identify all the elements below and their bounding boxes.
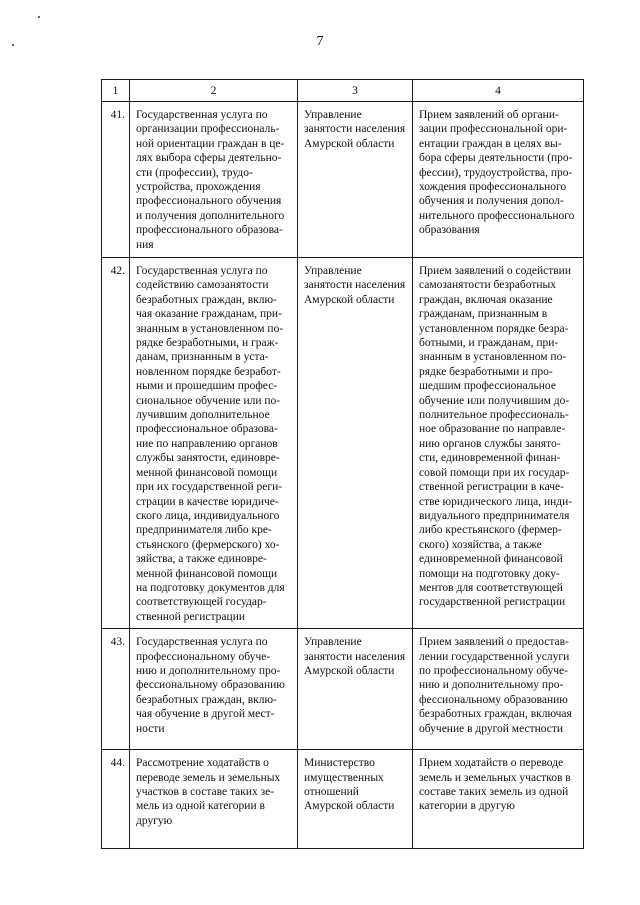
cell-text-line: нительного профессионального — [419, 209, 575, 222]
cell-text-line: Прием ходатайств о переводе — [419, 757, 564, 770]
column-header: 1 — [102, 80, 130, 102]
page-number: 7 — [316, 34, 324, 49]
cell-text-line: ной ориентации граждан в це- — [136, 137, 285, 150]
cell-text-line: устройства, прохождения — [136, 181, 261, 194]
cell-text-line: лении государственной услуги — [419, 650, 570, 663]
cell-text-line: обучения и получения допол- — [419, 195, 564, 208]
cell-text-line: Министерство — [304, 757, 375, 770]
cell-text-line: при их государственной реги- — [136, 481, 283, 494]
cell-text-line: Прием заявлений об органи- — [419, 109, 559, 121]
function-cell — [413, 258, 584, 629]
cell-text-line: нию и дополнительному про- — [419, 679, 564, 692]
cell-text-line: Государственная услуга по — [136, 636, 268, 649]
cell-text-line: на подготовку документов для — [136, 581, 285, 594]
cell-text-line: полнительное профессиональ- — [419, 409, 569, 422]
cell-text-line: шедшим профессиональное — [419, 380, 556, 393]
function-cell — [413, 629, 584, 750]
cell-text-line: фессии), трудоустройства, про- — [419, 166, 573, 179]
cell-text-line: Амурской области — [304, 800, 395, 813]
cell-text-line: имущественных — [304, 771, 384, 784]
cell-text-line: ное образование по направле- — [419, 423, 566, 436]
cell-text-line: Амурской области — [304, 664, 395, 677]
table-header-row — [102, 80, 584, 102]
cell-text-line: занятости населения — [304, 279, 406, 292]
cell-text-line: составе таких земель из одной — [419, 785, 569, 798]
cell-text-line: помощи на подготовку доку- — [419, 567, 560, 580]
row-number: 41. — [102, 102, 130, 258]
cell-text-line: Амурской области — [304, 137, 395, 150]
row-number: 44. — [102, 750, 130, 849]
cell-text-line: и получения дополнительного — [136, 209, 285, 222]
cell-text-line: ботными, и гражданам, при- — [419, 337, 559, 350]
cell-text-line: ентации граждан в целях вы- — [419, 137, 562, 150]
cell-text-line: ментов для соответствующей — [419, 581, 563, 594]
scan-speck — [12, 44, 14, 46]
cell-text-line: фессиональному образованию — [136, 679, 285, 692]
cell-text-line: Рассмотрение ходатайств о — [136, 757, 269, 770]
cell-text-line: знанным в установленном по- — [419, 351, 567, 364]
cell-text-line: зации профессиональной ори- — [419, 123, 568, 136]
cell-text-line: предпринимателя либо кре- — [136, 524, 272, 537]
cell-text-line: бора сферы деятельности (про- — [419, 152, 573, 165]
function-cell — [413, 750, 584, 849]
agency-cell — [298, 750, 413, 849]
cell-text-line: установленном порядке безра- — [419, 322, 569, 335]
cell-text-line: зяйства, а также единовре- — [136, 553, 267, 566]
cell-text-line: по профессиональному обуче- — [419, 664, 568, 677]
cell-text-line: чая оказание гражданам, при- — [136, 308, 282, 321]
agency-cell — [298, 258, 413, 629]
table-row — [102, 629, 584, 750]
cell-text-line: профессиональное образова- — [136, 423, 278, 436]
cell-text-line: соответствующей государ- — [136, 596, 267, 609]
cell-text-line: обучение в другой местности — [419, 722, 564, 735]
cell-text-line: либо крестьянского (фермер- — [419, 524, 562, 537]
cell-text-line: Управление — [304, 636, 362, 649]
cell-text-line: ния — [136, 238, 154, 251]
service-name-cell — [130, 258, 298, 629]
cell-text-line: самозанятости безработных — [419, 279, 556, 292]
cell-text-line: Управление — [304, 109, 362, 121]
cell-text-line: земель и земельных участков в — [419, 771, 571, 784]
cell-text-line: Управление — [304, 265, 362, 277]
cell-text-line: стве юридического лица, инди- — [419, 495, 573, 508]
cell-text-line: службы занятости, единовре- — [136, 452, 280, 465]
cell-text-line: рядке безработными и про- — [419, 365, 553, 378]
table-row — [102, 750, 584, 849]
agency-cell — [298, 629, 413, 750]
cell-text-line: рядке безработными, и граж- — [136, 337, 279, 350]
cell-text-line: безработных граждан, вклю- — [136, 293, 277, 306]
cell-text-line: категории в другую — [419, 800, 516, 813]
cell-text-line: лях выбора сферы деятельно- — [136, 152, 282, 165]
cell-text-line: Государственная услуга по — [136, 109, 268, 121]
cell-text-line: единовременной финансовой — [419, 553, 563, 566]
cell-text-line: ского лица, индивидуального — [136, 509, 280, 522]
cell-text-line: ными и прошедшим профес- — [136, 380, 278, 393]
row-number: 42. — [102, 258, 130, 629]
cell-text-line: знанным в установленном по- — [136, 322, 284, 335]
cell-text-line: образования — [419, 224, 480, 237]
cell-text-line: видуального предпринимателя — [419, 509, 570, 522]
cell-text-line: фессиональному образованию — [419, 693, 568, 706]
cell-text-line: Государственная услуга по — [136, 265, 268, 277]
service-name-cell — [130, 750, 298, 849]
cell-text-line: совой помощи при их государ- — [419, 466, 570, 479]
agency-cell — [298, 102, 413, 258]
cell-text-line: ственной регистрации — [136, 610, 245, 623]
cell-text-line: отношений — [304, 785, 359, 798]
cell-text-line: новленном порядке безработ- — [136, 365, 281, 378]
cell-text-line: профессионального обучения — [136, 195, 282, 208]
cell-text-line: профессиональному обуче- — [136, 650, 271, 663]
cell-text-line: организации профессиональ- — [136, 123, 280, 136]
cell-text-line: безработных граждан, включая — [419, 708, 572, 721]
cell-text-line: сти, единовременной финан- — [419, 452, 561, 465]
cell-text-line: государственной регистрации — [419, 596, 566, 609]
cell-text-line: содействию самозанятости — [136, 279, 269, 292]
cell-text-line: граждан, включая оказание — [419, 293, 553, 306]
column-header: 4 — [413, 80, 584, 102]
cell-text-line: чая обучение в другой мест- — [136, 708, 275, 721]
cell-text-line: ского) хозяйства, а также — [419, 538, 542, 551]
service-name-cell — [130, 102, 298, 258]
cell-text-line: сиональное обучение или по- — [136, 394, 281, 407]
function-cell — [413, 102, 584, 258]
table-row — [102, 258, 584, 629]
cell-text-line: занятости населения — [304, 650, 406, 663]
cell-text-line: профессионального образова- — [136, 224, 283, 237]
cell-text-line: лучившим дополнительное — [136, 409, 270, 422]
service-name-cell — [130, 629, 298, 750]
cell-text-line: стьянского (фермерского) хо- — [136, 538, 280, 551]
cell-text-line: гражданам, признанным в — [419, 308, 548, 321]
cell-text-line: менной финансовой помощи — [136, 567, 278, 580]
row-number: 43. — [102, 629, 130, 750]
cell-text-line: участков в составе таких зе- — [136, 785, 275, 798]
table-row — [102, 102, 584, 258]
column-header: 2 — [130, 80, 298, 102]
column-header: 3 — [298, 80, 413, 102]
cell-text-line: нию органов службы занято- — [419, 437, 561, 450]
cell-text-line: ности — [136, 722, 165, 735]
cell-text-line: занятости населения — [304, 123, 406, 136]
scan-speck — [38, 16, 40, 18]
cell-text-line: сти (профессии), трудо- — [136, 166, 253, 179]
cell-text-line: хождения профессионального — [419, 181, 567, 194]
cell-text-line: менной финансовой помощи — [136, 466, 278, 479]
cell-text-line: другую — [136, 814, 173, 827]
cell-text-line: безработных граждан, вклю- — [136, 693, 277, 706]
cell-text-line: Прием заявлений о предостав- — [419, 636, 569, 649]
cell-text-line: ние по направлению органов — [136, 437, 278, 450]
cell-text-line: мель из одной категории в — [136, 800, 265, 813]
cell-text-line: обучение или получившим до- — [419, 394, 570, 407]
services-table — [101, 79, 584, 849]
cell-text-line: ственной регистрации в каче- — [419, 481, 564, 494]
cell-text-line: нию и дополнительному про- — [136, 664, 281, 677]
cell-text-line: Прием заявлений о содействии — [419, 265, 571, 277]
cell-text-line: страции в качестве юридиче- — [136, 495, 279, 508]
cell-text-line: данам, признанным в уста- — [136, 351, 269, 364]
cell-text-line: переводе земель и земельных — [136, 771, 281, 784]
cell-text-line: Амурской области — [304, 293, 395, 306]
